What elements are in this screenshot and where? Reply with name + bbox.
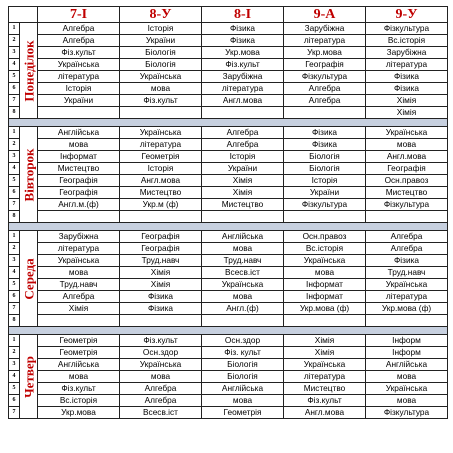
lesson-cell: Фізика <box>202 35 284 47</box>
day-name: Понеділок <box>21 39 36 102</box>
lesson-cell: Алгебра <box>38 35 120 47</box>
lesson-cell: Фізкультура <box>366 407 448 419</box>
table-row <box>9 231 448 243</box>
lesson-cell: Англійська <box>366 359 448 371</box>
lesson-number: 2 <box>9 139 20 151</box>
lesson-cell: Фізика <box>120 303 202 315</box>
lesson-cell: Англійська <box>38 359 120 371</box>
lesson-number: 1 <box>9 335 20 347</box>
lesson-cell: Українська <box>366 279 448 291</box>
table-row <box>9 59 448 71</box>
lesson-cell: мова <box>284 267 366 279</box>
lesson-cell: України <box>202 163 284 175</box>
lesson-cell: Англійська <box>202 383 284 395</box>
lesson-number: 1 <box>9 231 20 243</box>
lesson-cell: Історія <box>38 83 120 95</box>
class-header-7-i: 7-І <box>38 7 120 23</box>
lesson-cell: Біологія <box>202 371 284 383</box>
lesson-cell: Зарубіжна <box>284 23 366 35</box>
lesson-cell: Хімія <box>366 107 448 119</box>
lesson-cell: мова <box>366 139 448 151</box>
lesson-cell: Фіз.культ <box>120 95 202 107</box>
lesson-cell: Мистецтво <box>38 163 120 175</box>
table-row <box>9 83 448 95</box>
lesson-cell: Історія <box>284 175 366 187</box>
lesson-cell <box>38 315 120 327</box>
lesson-cell: Фізика <box>120 291 202 303</box>
lesson-number: 4 <box>9 371 20 383</box>
lesson-cell: мова <box>38 139 120 151</box>
lesson-cell: Біологія <box>120 47 202 59</box>
lesson-cell: література <box>202 83 284 95</box>
day-name: Вівторок <box>21 148 36 201</box>
lesson-cell: Фіз.культ <box>202 59 284 71</box>
lesson-cell: Фіз. культ <box>202 347 284 359</box>
lesson-number: 6 <box>9 291 20 303</box>
lesson-cell: Українська <box>38 255 120 267</box>
day-label-cell <box>20 23 38 119</box>
lesson-cell <box>284 211 366 223</box>
lesson-cell: Фізкультура <box>284 199 366 211</box>
lesson-cell: Фізика <box>202 23 284 35</box>
lesson-number: 7 <box>9 199 20 211</box>
lesson-cell: Зарубіжна <box>202 71 284 83</box>
lesson-cell: Англійська <box>38 127 120 139</box>
lesson-cell: Хімія <box>120 279 202 291</box>
table-row <box>9 47 448 59</box>
table-row <box>9 291 448 303</box>
lesson-cell: Фізика <box>284 139 366 151</box>
lesson-number: 5 <box>9 383 20 395</box>
lesson-cell: Історія <box>202 151 284 163</box>
table-row <box>9 23 448 35</box>
lesson-number: 3 <box>9 151 20 163</box>
corner-cell <box>9 7 38 23</box>
lesson-cell: Інформ <box>366 347 448 359</box>
lesson-number: 2 <box>9 35 20 47</box>
lesson-cell: мова <box>38 267 120 279</box>
separator-cell <box>9 327 448 335</box>
lesson-cell: Фізкультура <box>366 23 448 35</box>
lesson-cell: України <box>38 95 120 107</box>
table-row <box>9 371 448 383</box>
lesson-cell: Труд.навч <box>120 255 202 267</box>
class-header-8-u: 8-У <box>120 7 202 23</box>
table-row <box>9 107 448 119</box>
lesson-cell: Біологія <box>284 163 366 175</box>
lesson-cell: Історія <box>120 23 202 35</box>
separator-cell <box>9 223 448 231</box>
lesson-cell: Укр.мова <box>284 47 366 59</box>
lesson-cell: Мистецтво <box>366 187 448 199</box>
lesson-cell: Хімія <box>284 335 366 347</box>
lesson-cell: література <box>38 71 120 83</box>
lesson-cell: Хімія <box>120 267 202 279</box>
lesson-cell: література <box>366 291 448 303</box>
day-separator <box>9 119 448 127</box>
lesson-number: 7 <box>9 95 20 107</box>
lesson-cell: Географія <box>366 163 448 175</box>
lesson-cell: Зарубіжна <box>38 231 120 243</box>
lesson-number: 1 <box>9 23 20 35</box>
lesson-cell: Укр.м (ф) <box>120 199 202 211</box>
lesson-cell: Фізкультура <box>366 199 448 211</box>
lesson-cell: Українська <box>120 71 202 83</box>
day-separator <box>9 327 448 335</box>
lesson-cell: Осн.правоз <box>284 231 366 243</box>
lesson-cell: Труд.навч <box>202 255 284 267</box>
lesson-cell: Труд.навч <box>38 279 120 291</box>
lesson-cell: Українська <box>202 279 284 291</box>
lesson-cell: Алгебра <box>38 291 120 303</box>
lesson-number: 4 <box>9 163 20 175</box>
separator-cell <box>9 119 448 127</box>
lesson-cell: Українська <box>38 59 120 71</box>
lesson-cell: Географія <box>38 187 120 199</box>
lesson-cell: мова <box>366 395 448 407</box>
lesson-cell: Хімія <box>366 95 448 107</box>
lesson-cell <box>120 211 202 223</box>
lesson-cell: Осн.здор <box>120 347 202 359</box>
lesson-cell: Геометрія <box>120 151 202 163</box>
lesson-number: 7 <box>9 303 20 315</box>
lesson-cell: Географія <box>120 231 202 243</box>
lesson-cell <box>366 315 448 327</box>
day-label-cell <box>20 127 38 223</box>
schedule-page <box>8 6 447 419</box>
lesson-cell: Мистецтво <box>120 187 202 199</box>
lesson-cell <box>366 211 448 223</box>
lesson-number: 3 <box>9 255 20 267</box>
lesson-cell: Географія <box>120 243 202 255</box>
lesson-cell: Вс.історія <box>366 35 448 47</box>
lesson-number: 4 <box>9 59 20 71</box>
lesson-number: 3 <box>9 47 20 59</box>
lesson-cell: Алгебра <box>366 243 448 255</box>
table-row <box>9 187 448 199</box>
lesson-number: 4 <box>9 267 20 279</box>
day-name: Четвер <box>21 355 36 398</box>
lesson-cell: Укр.мова (ф) <box>284 303 366 315</box>
lesson-cell: мова <box>202 243 284 255</box>
lesson-cell: Англ.мова <box>284 407 366 419</box>
lesson-cell: Алгебра <box>120 395 202 407</box>
lesson-cell: Геометрія <box>38 335 120 347</box>
lesson-cell: Фізика <box>366 83 448 95</box>
lesson-cell: Алгебра <box>366 231 448 243</box>
lesson-cell: Інформат <box>284 291 366 303</box>
table-row <box>9 35 448 47</box>
lesson-number: 5 <box>9 71 20 83</box>
lesson-cell <box>202 211 284 223</box>
table-row <box>9 407 448 419</box>
table-row <box>9 267 448 279</box>
lesson-cell: Хімія <box>202 175 284 187</box>
lesson-cell: Алгебра <box>202 139 284 151</box>
table-row <box>9 139 448 151</box>
lesson-cell: Англійська <box>202 231 284 243</box>
lesson-cell: мова <box>120 83 202 95</box>
lesson-cell: Фіз.культ <box>120 335 202 347</box>
class-header-9-a: 9-А <box>284 7 366 23</box>
lesson-cell <box>284 107 366 119</box>
lesson-cell: мова <box>366 371 448 383</box>
lesson-cell: література <box>120 139 202 151</box>
table-row <box>9 395 448 407</box>
table-row <box>9 95 448 107</box>
lesson-cell: Інформат <box>284 279 366 291</box>
class-header-8-i: 8-І <box>202 7 284 23</box>
lesson-cell: Укр.мова <box>38 407 120 419</box>
schedule-table <box>8 6 448 419</box>
lesson-cell: література <box>284 371 366 383</box>
lesson-cell: Фіз.культ <box>38 383 120 395</box>
lesson-cell: Хімія <box>284 347 366 359</box>
lesson-cell: Труд.навч <box>366 267 448 279</box>
lesson-cell: мова <box>202 291 284 303</box>
table-row <box>9 335 448 347</box>
lesson-cell: Географія <box>284 59 366 71</box>
lesson-cell: Біологія <box>120 59 202 71</box>
table-row <box>9 127 448 139</box>
lesson-cell: Інформ <box>366 335 448 347</box>
lesson-cell: Фізика <box>366 71 448 83</box>
lesson-cell: Алгебра <box>202 127 284 139</box>
lesson-cell: література <box>38 243 120 255</box>
lesson-number: 8 <box>9 315 20 327</box>
lesson-cell: Біологія <box>202 359 284 371</box>
lesson-cell: Українська <box>120 127 202 139</box>
table-row <box>9 151 448 163</box>
lesson-cell: Осн.здор <box>202 335 284 347</box>
lesson-cell: Мистецтво <box>284 383 366 395</box>
lesson-cell: Геометрія <box>38 347 120 359</box>
lesson-cell: Всесв.іст <box>120 407 202 419</box>
lesson-cell: Вс.історія <box>38 395 120 407</box>
lesson-cell: Українська <box>120 359 202 371</box>
table-row <box>9 71 448 83</box>
table-row <box>9 163 448 175</box>
lesson-cell: Осн.правоз <box>366 175 448 187</box>
lesson-cell <box>120 107 202 119</box>
lesson-cell: Укр.мова (ф) <box>366 303 448 315</box>
table-row <box>9 243 448 255</box>
lesson-cell: України <box>284 187 366 199</box>
lesson-cell: Вс.історія <box>284 243 366 255</box>
lesson-cell <box>284 315 366 327</box>
schedule-body <box>9 23 448 419</box>
lesson-cell: Фізика <box>366 255 448 267</box>
lesson-number: 6 <box>9 187 20 199</box>
table-row <box>9 279 448 291</box>
lesson-number: 8 <box>9 211 20 223</box>
lesson-number: 1 <box>9 127 20 139</box>
table-row <box>9 175 448 187</box>
lesson-cell: Англ.мова <box>366 151 448 163</box>
lesson-cell: Укр.мова <box>202 47 284 59</box>
lesson-cell: Фіз.культ <box>284 395 366 407</box>
lesson-cell: Алгебра <box>120 383 202 395</box>
lesson-number: 3 <box>9 359 20 371</box>
lesson-cell: Українська <box>366 383 448 395</box>
lesson-cell: Географія <box>38 175 120 187</box>
table-row <box>9 359 448 371</box>
lesson-cell <box>202 315 284 327</box>
lesson-cell: література <box>284 35 366 47</box>
table-row <box>9 255 448 267</box>
table-row <box>9 347 448 359</box>
table-row <box>9 383 448 395</box>
lesson-cell: України <box>120 35 202 47</box>
lesson-cell: Біологія <box>284 151 366 163</box>
lesson-cell: Фізика <box>284 127 366 139</box>
lesson-cell: Англ.мова <box>120 175 202 187</box>
lesson-cell: Українська <box>366 127 448 139</box>
lesson-cell <box>202 107 284 119</box>
lesson-number: 5 <box>9 279 20 291</box>
table-row <box>9 211 448 223</box>
lesson-cell: Хімія <box>202 187 284 199</box>
lesson-cell <box>38 107 120 119</box>
table-row <box>9 199 448 211</box>
lesson-cell: мова <box>120 371 202 383</box>
lesson-cell: Геометрія <box>202 407 284 419</box>
day-separator <box>9 223 448 231</box>
table-row <box>9 315 448 327</box>
day-label-cell <box>20 231 38 327</box>
class-header-9-u: 9-У <box>366 7 448 23</box>
lesson-cell: Історія <box>120 163 202 175</box>
lesson-cell: Мистецтво <box>202 199 284 211</box>
lesson-cell: Алгебра <box>284 95 366 107</box>
lesson-cell: Всесв.іст <box>202 267 284 279</box>
lesson-cell: мова <box>202 395 284 407</box>
lesson-cell: Інформат <box>38 151 120 163</box>
lesson-cell: Українська <box>284 359 366 371</box>
lesson-cell: Зарубіжна <box>366 47 448 59</box>
table-row <box>9 303 448 315</box>
lesson-number: 6 <box>9 395 20 407</box>
lesson-number: 7 <box>9 407 20 419</box>
lesson-number: 5 <box>9 175 20 187</box>
lesson-cell: література <box>366 59 448 71</box>
lesson-cell <box>38 211 120 223</box>
lesson-number: 2 <box>9 243 20 255</box>
lesson-cell: Англ.мова <box>202 95 284 107</box>
lesson-cell: Хімія <box>38 303 120 315</box>
lesson-number: 2 <box>9 347 20 359</box>
lesson-cell: Українська <box>284 255 366 267</box>
lesson-cell: Фізкультура <box>284 71 366 83</box>
lesson-cell <box>120 315 202 327</box>
lesson-cell: Англ.м.(ф) <box>38 199 120 211</box>
lesson-number: 8 <box>9 107 20 119</box>
lesson-cell: Фіз.культ <box>38 47 120 59</box>
day-name: Середа <box>21 257 36 300</box>
lesson-number: 6 <box>9 83 20 95</box>
lesson-cell: Алгебра <box>284 83 366 95</box>
lesson-cell: мова <box>38 371 120 383</box>
lesson-cell: Англ.(ф) <box>202 303 284 315</box>
class-header-row <box>9 7 448 23</box>
lesson-cell: Алгебра <box>38 23 120 35</box>
day-label-cell <box>20 335 38 419</box>
